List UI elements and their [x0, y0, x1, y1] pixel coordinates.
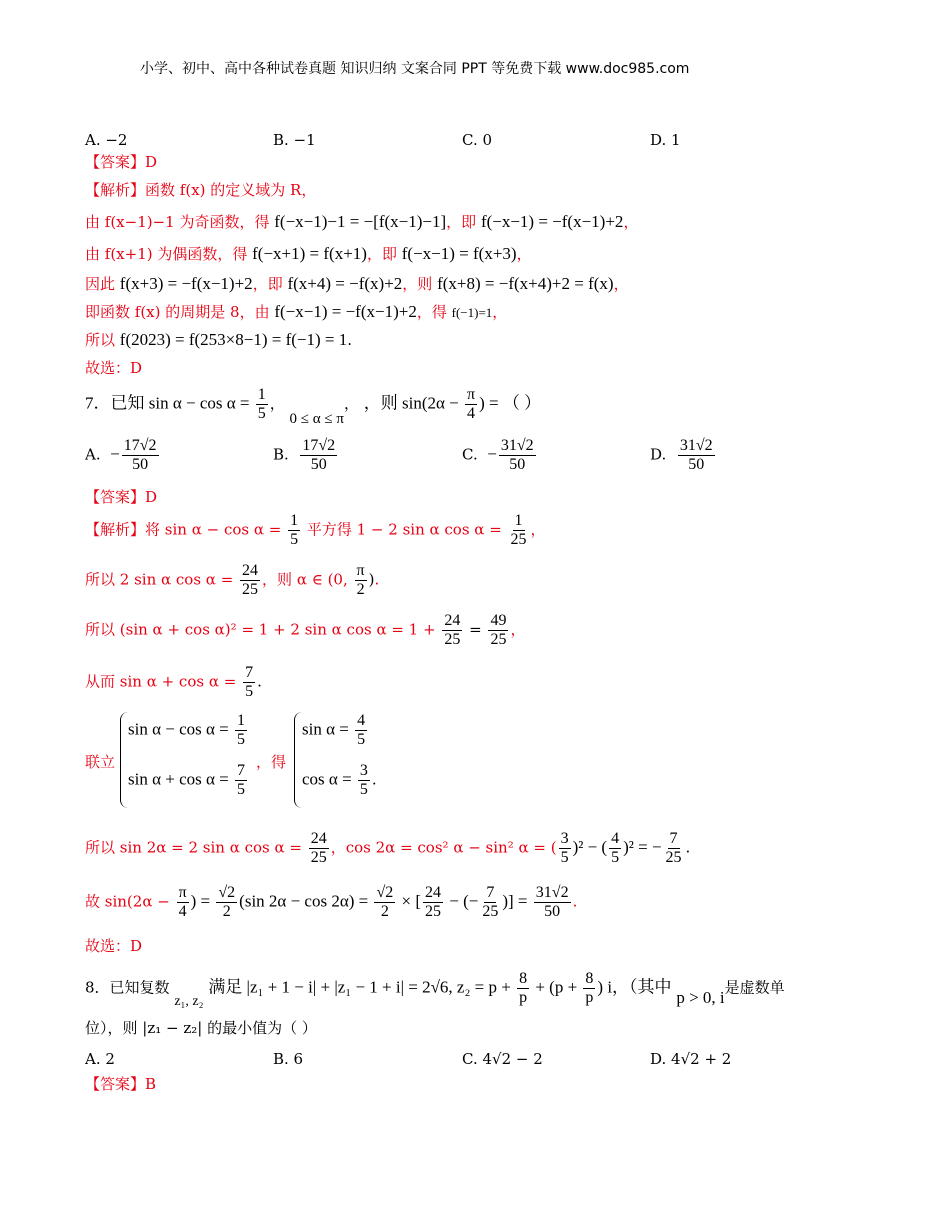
q7-analysis-line-4: 从而 sin α + cos α = $\frac{7}{5}$ .	[85, 664, 262, 700]
q7-option-c: C. − $\frac{31√2}{50}$	[462, 437, 534, 473]
q8-option-a: A. 2	[85, 1050, 115, 1068]
q8-answer: 【答案】B	[85, 1075, 157, 1093]
q6-option-a: A. −2	[85, 131, 128, 149]
q6-analysis-line-3: 由 f(x+1) 为偶函数，得 f(−x+1) = f(x+1)，即 f(−x−1) = f(x+3)，	[85, 244, 532, 263]
q6-analysis-line-1: 【解析】函数 f(x) 的定义域为 R，	[85, 181, 317, 199]
q7-analysis-line-1: 【解析】将 sin α − cos α = $\frac{1}{5}$ 平方得 1 − 2 sin α cos α = $\frac{1}{25}$ ，	[85, 512, 546, 548]
q7-option-d: D. $\frac{31√2}{50}$	[650, 437, 713, 473]
q6-analysis-line-4: 因此 f(x+3) = −f(x−1)+2，即 f(x+4) = −f(x)+2，则 f(x+8) = −f(x+4)+2 = f(x)，	[85, 274, 629, 293]
q6-option-b: B. −1	[273, 131, 316, 149]
q7-option-b: B. $\frac{17√2}{50}$	[273, 437, 336, 473]
q7-stem: 7．已知 sin α − cos α = $\frac{1}{5}$ ， 0 ≤ α ≤ π， ，则 sin(2α − $\frac{\pi}{4}$ ) = （ ）	[85, 386, 542, 427]
q7-conclusion: 故选：D	[85, 937, 143, 955]
page-header: 小学、初中、高中各种试卷真题 知识归纳 文案合同 PPT 等免费下载 www.doc985.com	[140, 61, 690, 77]
q6-option-c: C. 0	[462, 131, 493, 149]
q7-analysis-line-3: 所以 (sin α + cos α)² = 1 + 2 sin α cos α = 1 + $\frac{24}{25}$ = $\frac{49}{25}$ ，	[85, 612, 526, 648]
q8-stem-line-2: 位），则 |z₁ − z₂| 的最小值为（ ）	[85, 1019, 317, 1037]
q7-system-eq-2: sin α + cos α = $\frac{7}{5}$	[128, 762, 245, 798]
q7-result-sin: sin α = $\frac{4}{5}$	[302, 712, 366, 748]
q7-system-eq-1: sin α − cos α = $\frac{1}{5}$	[128, 712, 245, 748]
q8-option-b: B. 6	[273, 1050, 304, 1068]
q7-analysis-line-6: 所以 sin 2α = 2 sin α cos α = $\frac{24}{25}$ ，cos 2α = cos² α − sin² α = ( $\frac{3}{5}$ )² − ( $\frac{4}{5}$ )² = − $\frac{7}{25}$ .	[85, 830, 691, 866]
q6-analysis-line-6: 所以 f(2023) = f(253×8−1) = f(−1) = 1.	[85, 330, 353, 349]
q8-option-d: D. 4√2 + 2	[650, 1050, 732, 1068]
q6-analysis-line-5: 即函数 f(x) 的周期是 8，由 f(−x−1) = −f(x−1)+2，得 f(−1)=1，	[85, 302, 508, 321]
q6-analysis-line-2: 由 f(x−1)−1 为奇函数，得 f(−x−1)−1 = −[f(x−1)−1]，即 f(−x−1) = −f(x−1)+2，	[85, 212, 639, 231]
q8-option-c: C. 4√2 − 2	[462, 1050, 543, 1068]
q7-result-cos: cos α = $\frac{3}{5}$ .	[302, 762, 377, 798]
q7-answer: 【答案】D	[85, 488, 158, 506]
q7-system-label: 联立	[85, 753, 116, 771]
analysis-label: 【解析】	[85, 181, 146, 199]
q7-option-a: A. − $\frac{17√2}{50}$	[85, 437, 157, 473]
q6-conclusion: 故选：D	[85, 359, 143, 377]
q6-option-d: D. 1	[650, 131, 681, 149]
q7-analysis-line-7: 故 sin(2α − $\frac{\pi}{4}$ ) = $\frac{√2}{2}$ (sin 2α − cos 2α) = $\frac{√2}{2}$ × [ $\frac{24}{25}$ − (− $\frac{7}{25}$ )] = $\frac{31√2}{50}$ .	[85, 884, 578, 920]
q6-answer: 【答案】D	[85, 153, 158, 171]
q7-system-mid: ，得	[256, 753, 287, 771]
q7-analysis-line-2: 所以 2 sin α cos α = $\frac{24}{25}$ ，则 α ∈ (0, $\frac{\pi}{2}$ ).	[85, 562, 380, 598]
q8-stem-line-1: 8．已知复数 z₁, z₂ 满足 |z₁ + 1 − i| + |z₁ − 1 + i| = 2√6, z₂ = p + $\frac{8}{p}$ + (p + $\frac{8}{p}$ ) i，（其中 p > 0, i是虚数单	[85, 970, 785, 1009]
